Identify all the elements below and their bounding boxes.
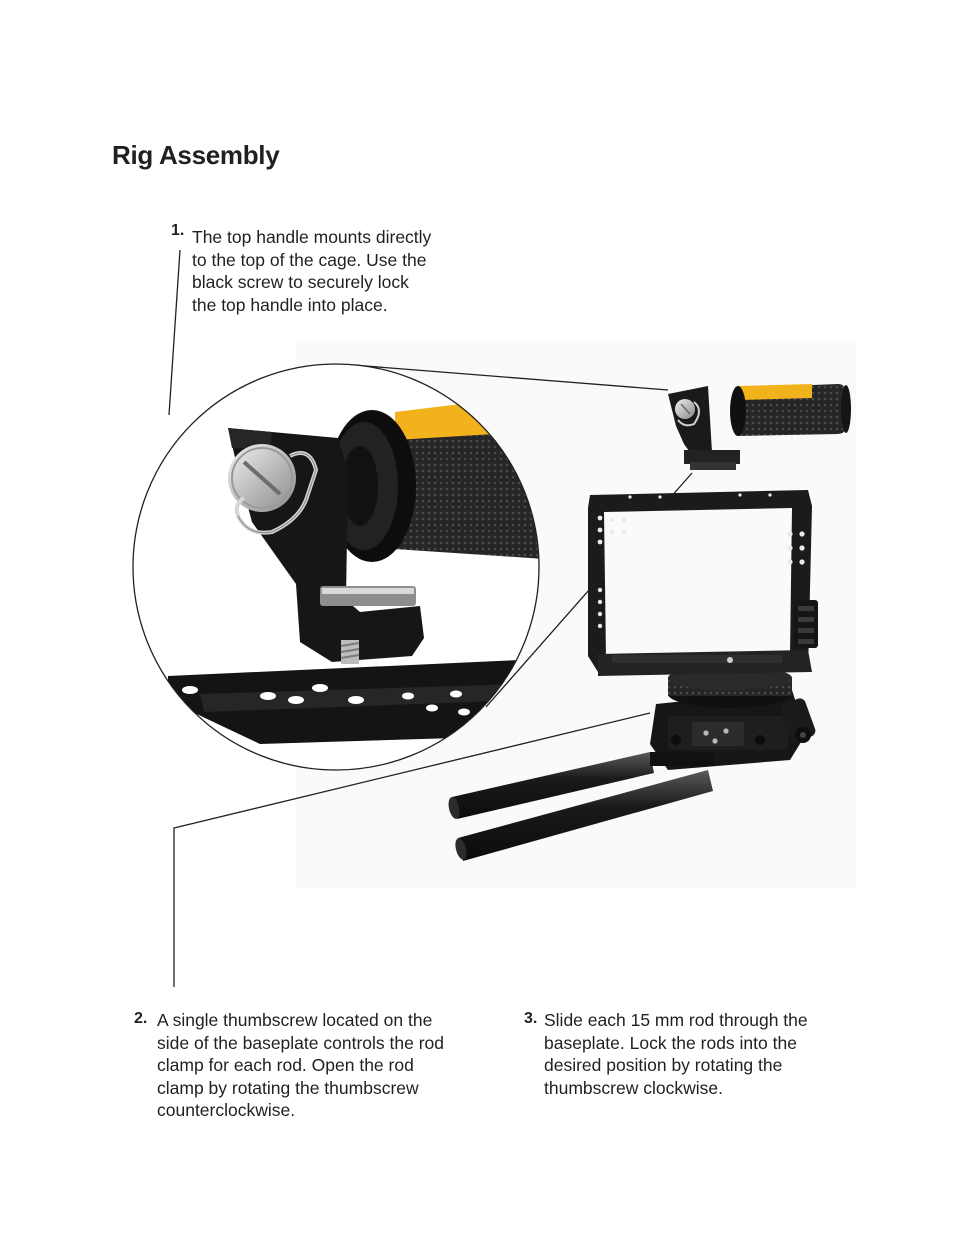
- step-1-number: 1.: [171, 222, 185, 239]
- step-1-text: The top handle mounts directly to the top of the cage. Use the black screw to securely lock the top handle into place.: [192, 227, 432, 315]
- step-2-number: 2.: [134, 1010, 148, 1027]
- camera-cage: [588, 490, 818, 676]
- step-2-text: A single thumbscrew located on the side of the baseplate controls the rod clamp for each rod. Open the rod clamp by rotating the thumbscrew counterclockwise.: [157, 1010, 444, 1120]
- page-title: Rig Assembly: [112, 140, 280, 170]
- step-3-number: 3.: [524, 1010, 538, 1027]
- leader-line-1: [169, 250, 180, 415]
- step-3-text: Slide each 15 mm rod through the baseplate. Lock the rods into the desired position by rotating the thumbscrew clockwise.: [544, 1010, 808, 1098]
